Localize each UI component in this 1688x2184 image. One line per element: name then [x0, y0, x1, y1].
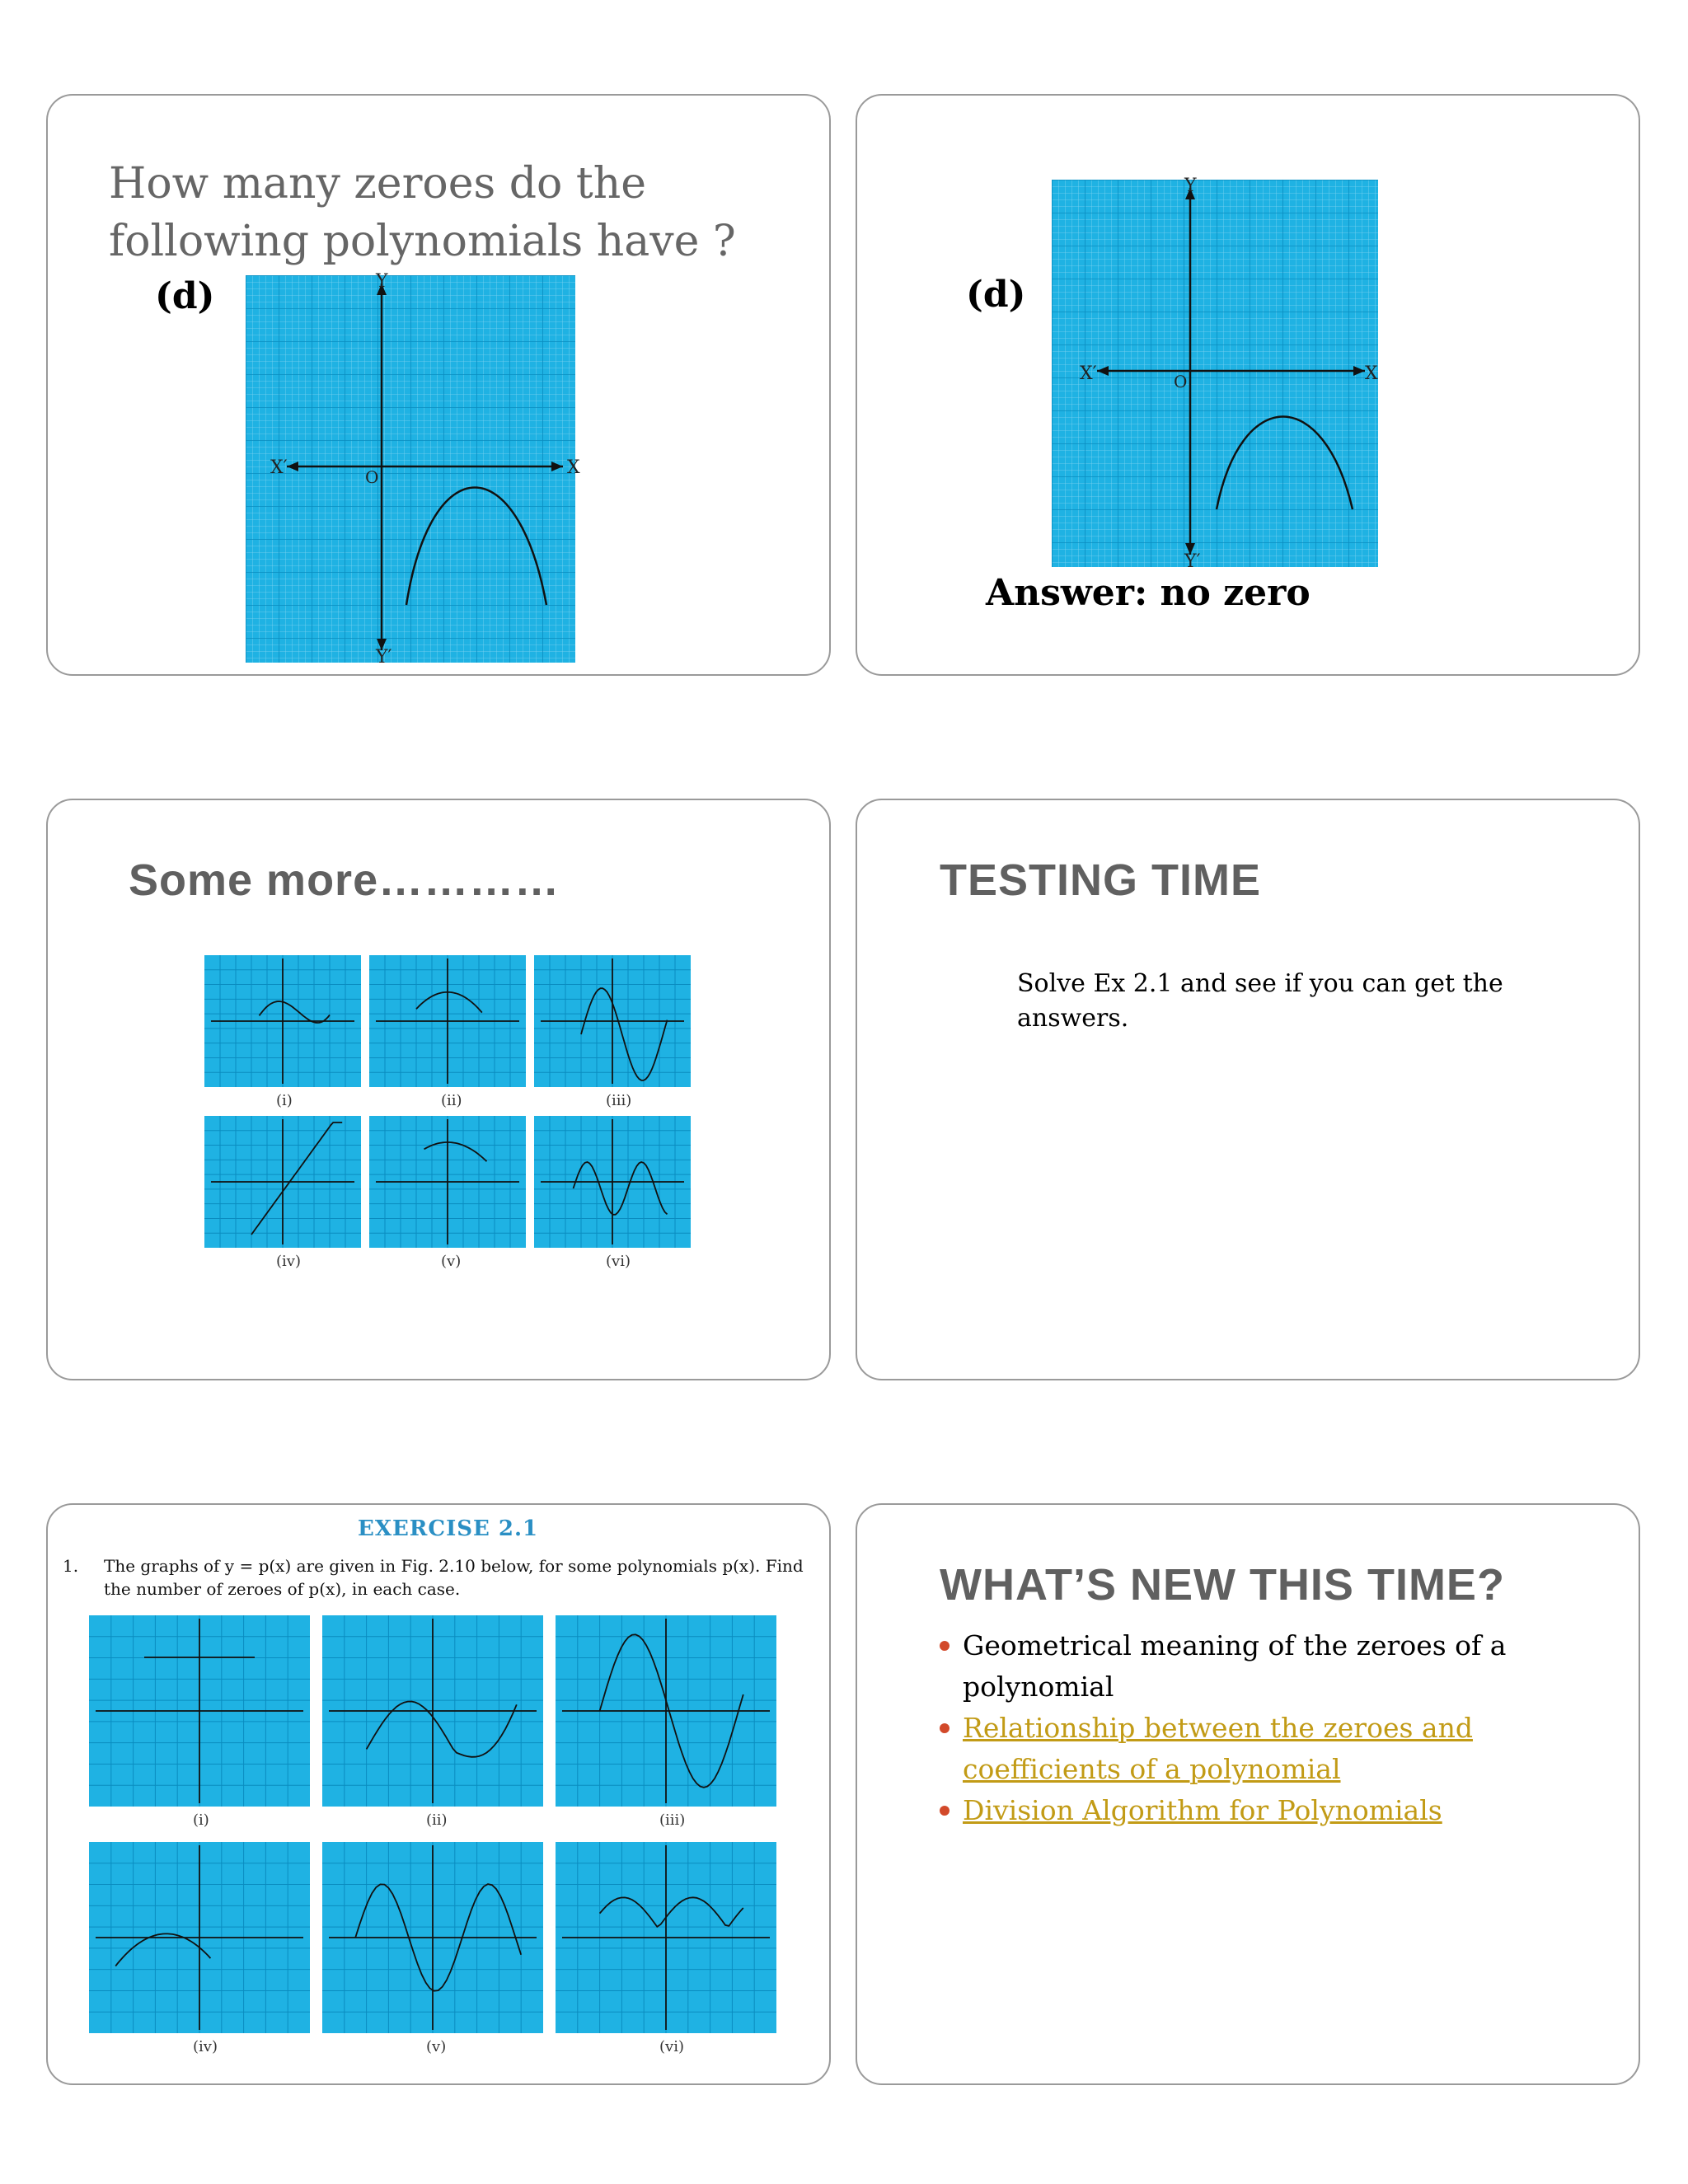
- origin-label: O: [1174, 372, 1188, 391]
- topic-item: [940, 1625, 1615, 1708]
- question-text: The graphs of y = p(x) are given in Fig. 2.10 below, for some polynomials p(x). Find the number of zeroes of p(x), in each case.: [104, 1556, 804, 1599]
- y-neg-label: Y′: [1184, 551, 1201, 572]
- graph-panel: [89, 1615, 310, 1829]
- slide-answer: [856, 94, 1640, 676]
- answer-text: Answer: no zero: [986, 572, 1311, 614]
- origin-label: O: [365, 467, 379, 487]
- part-label: (d): [966, 274, 1026, 316]
- question-number: 1.: [63, 1556, 79, 1576]
- topic-item[interactable]: [940, 1790, 1615, 1831]
- slide-exercise: [46, 1503, 831, 2085]
- caption-ex1: (ii): [426, 1811, 448, 1829]
- graph-d: [1052, 176, 1378, 572]
- caption-ex5: (vi): [659, 2038, 684, 2055]
- exercise-graphs: [89, 1615, 798, 2077]
- exercise-title: EXERCISE 2.1: [358, 1516, 539, 1541]
- x-neg-label: X′: [1080, 363, 1097, 384]
- graph-panel: [369, 1116, 526, 1270]
- caption-3: (iv): [276, 1253, 301, 1270]
- graph-panel: [369, 955, 526, 1109]
- graph-panel: [556, 1842, 776, 2055]
- topic-link-division[interactable]: Division Algorithm for Polynomials: [963, 1794, 1442, 1826]
- y-neg-label: Y′: [376, 647, 392, 668]
- caption-ex2: (iii): [659, 1811, 686, 1829]
- graph-panel: [89, 1842, 310, 2055]
- graph-panel: [322, 1615, 543, 1829]
- slide-heading: TESTING TIME: [940, 855, 1261, 905]
- y-label: Y: [1184, 176, 1197, 196]
- part-label: (d): [155, 275, 215, 317]
- question-title: How many zeroes do the following polynomials have ?: [109, 159, 736, 266]
- x-label: X: [1365, 363, 1378, 384]
- slide-heading: Some more…………: [129, 855, 560, 905]
- caption-ex0: (i): [193, 1811, 209, 1829]
- topic-item[interactable]: [940, 1708, 1615, 1790]
- instruction-text: Solve Ex 2.1 and see if you can get the answers.: [1017, 969, 1503, 1033]
- graph-panel: [534, 1116, 691, 1270]
- caption-ex4: (v): [426, 2038, 447, 2055]
- graph-d: [246, 271, 580, 668]
- slide-question: [46, 94, 831, 676]
- x-neg-label: X′: [270, 457, 288, 478]
- slide-testing-time: [856, 799, 1640, 1380]
- slide-some-more: [46, 799, 831, 1380]
- graphs-grid: [204, 955, 699, 1285]
- slide-heading: WHAT’S NEW THIS TIME?: [940, 1560, 1505, 1610]
- caption-ex3: (iv): [193, 2038, 218, 2055]
- x-label: X: [567, 457, 580, 478]
- caption-5: (vi): [606, 1253, 631, 1270]
- caption-2: (iii): [606, 1092, 632, 1109]
- caption-4: (v): [441, 1253, 462, 1270]
- topic-list: [940, 1625, 1615, 1831]
- graph-panel: [204, 955, 361, 1109]
- topic-text: Geometrical meaning of the zeroes of a polynomial: [963, 1629, 1507, 1703]
- caption-1: (ii): [441, 1092, 462, 1109]
- graph-panel: [204, 1116, 361, 1270]
- grid-lines: [1052, 180, 1378, 567]
- caption-0: (i): [276, 1092, 293, 1109]
- y-label: Y: [376, 271, 388, 292]
- graph-panel: [534, 955, 691, 1109]
- slide-whats-new: [856, 1503, 1640, 2085]
- graph-panel: [556, 1615, 776, 1829]
- graph-panel: [322, 1842, 543, 2055]
- topic-link-relationship[interactable]: Relationship between the zeroes and coefficients of a polynomial: [963, 1712, 1473, 1785]
